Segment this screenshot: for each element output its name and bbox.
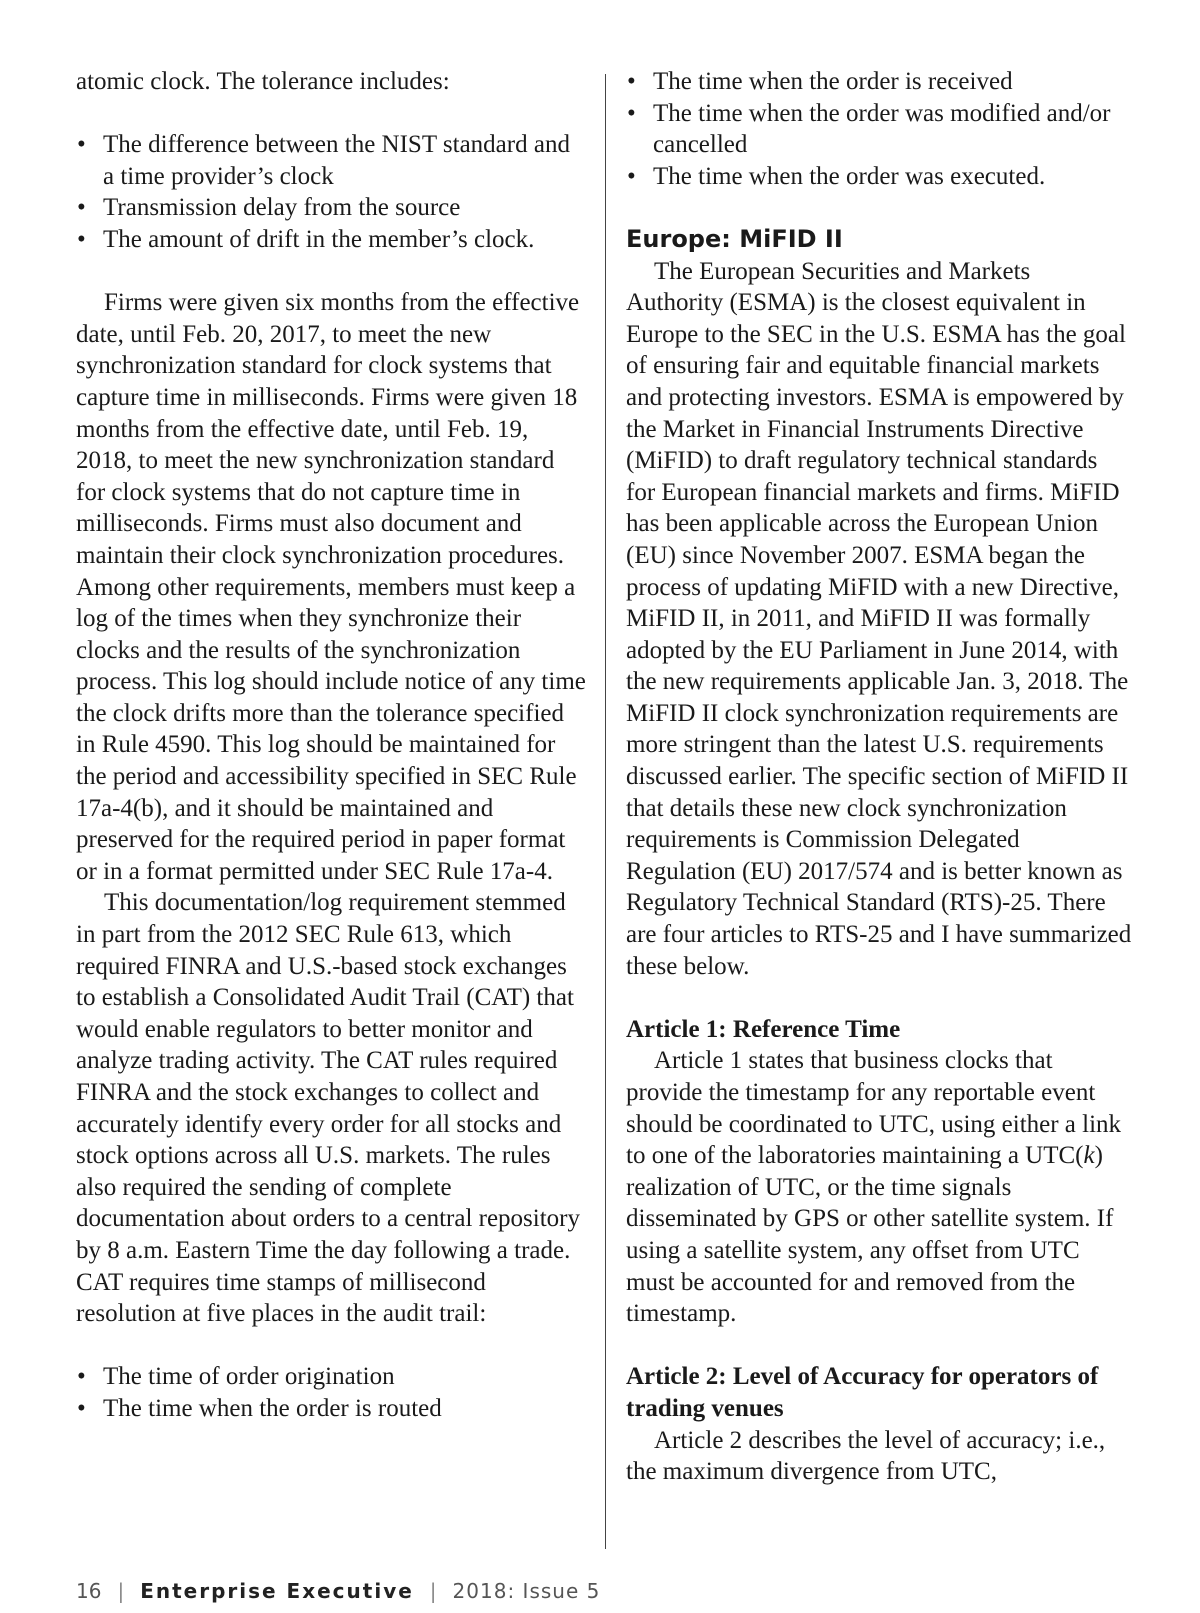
bullet-icon: • <box>77 1363 86 1391</box>
bullet-icon: • <box>77 225 86 253</box>
issue-label: 2018: Issue 5 <box>452 1579 601 1603</box>
spacer <box>76 1330 586 1362</box>
list-item: • Transmission delay from the source <box>76 192 586 224</box>
spacer <box>76 98 586 130</box>
spacer <box>626 982 1132 1014</box>
section-heading: Europe: MiFID II <box>626 224 843 253</box>
bullet-icon: • <box>627 162 636 190</box>
list-item: • The time when the order is received <box>626 66 1132 98</box>
paragraph-article-1: Article 1 states that business clocks that provide the timestamp for any reportable event should be coordinated to UTC, using either a link to one of the laboratories maintaining a UTC(k) realization of UTC, or the time signals disseminated by GPS or other satellite system. If using a satellite system, any offset from UTC must be accounted for and removed from the timestamp. <box>626 1047 1122 1328</box>
bullet-icon: • <box>627 68 636 95</box>
list-item: • The difference between the NIST standard and a time provider’s clock <box>77 131 570 190</box>
bullet-icon: • <box>77 1394 86 1422</box>
paragraph-esma: The European Securities and Markets Authority (ESMA) is the closest equivalent in Europe to the SEC in the U.S. ESMA has the goal of ensuring fair and equitable financial markets and protecting investors. ESMA is empowered by the Market in Financial Instruments Directive (MiFID) to draft regulatory technical standards for European financial markets and firms. MiFID has been applicable across the European Union (EU) since November 2007. ESMA began the process of updating MiFID with a new Directive, MiFID II, in 2011, and MiFID II was formally adopted by the EU Parliament in June 2014, with the new requirements applicable Jan. 3, 2018. The MiFID II clock synchronization requirements are more stringent than the latest U.S. requirements discussed earlier. The specific section of MiFID II that details these new clock synchronization requirements is Commission Delegated Regulation (EU) 2017/574 and is better known as Regulatory Technical Standard (RTS)-25. There are four articles to RTS-25 and I have summarized these below. <box>626 257 1132 980</box>
spacer <box>76 256 586 288</box>
cat-list-continued <box>626 66 1132 192</box>
paragraph-firms: Firms were given six months from the effective date, until Feb. 20, 2017, to meet the new synchronization standard for clock systems that capture time in milliseconds. Firms were given 18 months from the effective date, until Feb. 19, 2018, to meet the new synchronization standard for clock systems that do not capture time in milliseconds. Firms must also document and maintain their clock synchronization procedures. Among other requirements, members must keep a log of the times when they synchronize their clocks and the results of the synchronization process. This log should include notice of any time the clock drifts more than the tolerance specified in Rule 4590. This log should be maintained for the period and accessibility specified in SEC Rule 17a-4(b), and it should be maintained and preserved for the required period in paper format or in a format permitted under SEC Rule 17a-4. <box>76 289 586 885</box>
right-column <box>626 66 1132 1488</box>
list-item: • The time of order origination <box>76 1361 586 1393</box>
page-footer <box>76 1579 600 1603</box>
page-number: 16 <box>76 1579 102 1603</box>
list-item: • The time when the order was modified and/or cancelled <box>627 99 1111 159</box>
list-item: • The time when the order is routed <box>76 1393 586 1425</box>
article-1-heading: Article 1: Reference Time <box>626 1015 901 1043</box>
intro-text: atomic clock. The tolerance includes: <box>76 68 450 95</box>
left-column <box>76 66 586 1425</box>
bullet-icon: • <box>77 194 86 222</box>
publication-name: Enterprise Executive <box>140 1579 414 1603</box>
cat-list <box>76 1361 586 1424</box>
list-item: • The amount of drift in the member’s clock. <box>76 224 586 256</box>
column-divider <box>605 74 606 1549</box>
bullet-icon: • <box>627 99 636 127</box>
list-item: • The time when the order was executed. <box>626 161 1132 193</box>
article-2-heading: Article 2: Level of Accuracy for operators of trading venues <box>626 1363 1099 1422</box>
bullet-icon: • <box>77 131 86 159</box>
tolerance-list <box>76 129 586 255</box>
footer-separator: | <box>117 1579 125 1603</box>
spacer <box>626 1330 1132 1362</box>
spacer <box>626 192 1132 224</box>
paragraph-documentation: This documentation/log requirement stemmed in part from the 2012 SEC Rule 613, which required FINRA and U.S.-based stock exchanges to establish a Consolidated Audit Trail (CAT) that would enable regulators to better monitor and analyze trading activity. The CAT rules required FINRA and the stock exchanges to collect and accurately identify every order for all stocks and stock options across all U.S. markets. The rules also required the sending of complete documentation about orders to a central repository by 8 a.m. Eastern Time the day following a trade. CAT requires time stamps of millisecond resolution at five places in the audit trail: <box>76 889 581 1328</box>
footer-separator: | <box>429 1579 437 1603</box>
paragraph-article-2: Article 2 describes the level of accuracy; i.e., the maximum divergence from UTC, <box>626 1426 1106 1486</box>
